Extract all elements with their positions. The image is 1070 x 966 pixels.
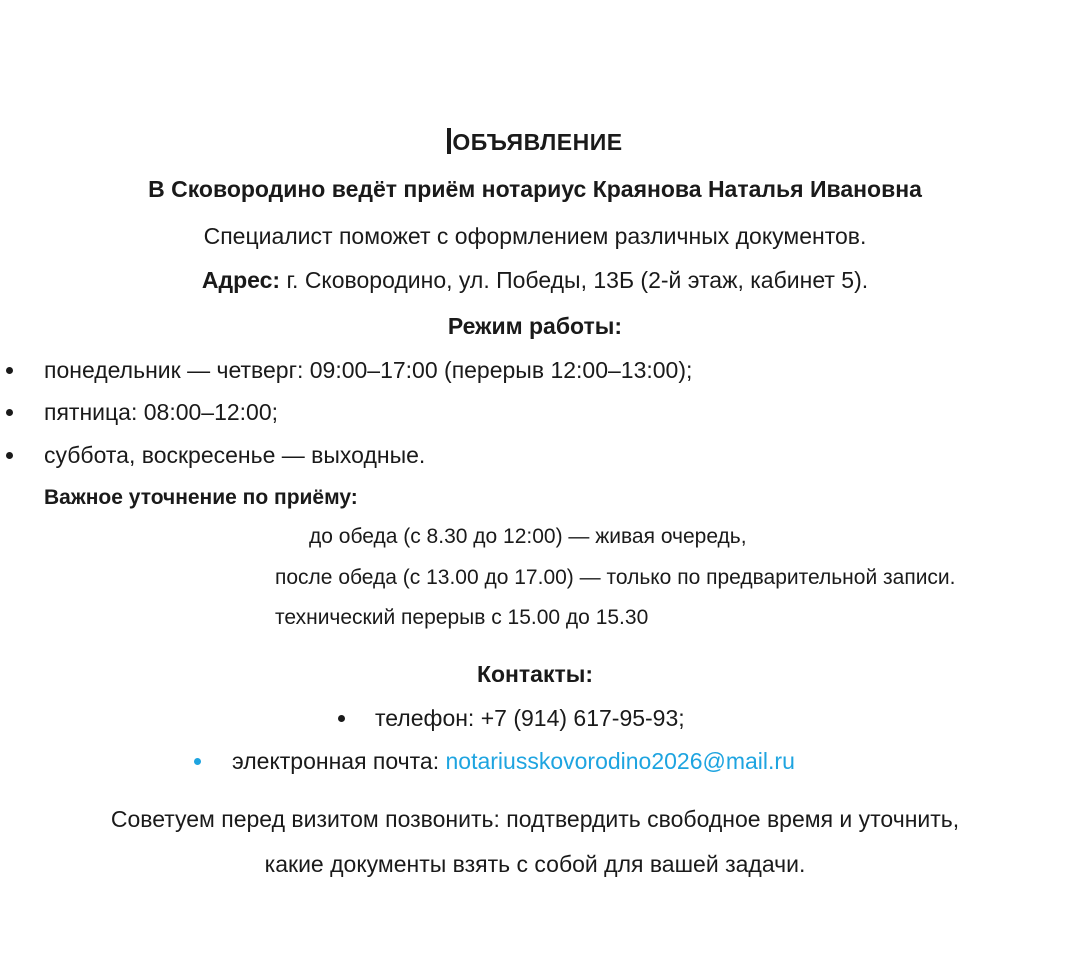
advice-line: Советуем перед визитом позвонить: подтвердить свободное время и уточнить, [110,806,960,832]
clarification-line: до обеда (с 8.30 до 12:00) — живая очередь, [309,525,747,548]
email-link[interactable]: notariusskovorodino2026@mail.ru [445,748,795,774]
contact-phone: телефон: +7 (914) 617-95-93; [375,705,685,731]
email-label: электронная почта: [232,748,446,774]
clarification-line: после обеда (с 13.00 до 17.00) — только по предварительной записи. [275,566,956,589]
contact-email-line [232,747,795,775]
announcement-subtitle: В Сковородино ведёт приём нотариус Краянова Наталья Ивановна [148,176,922,202]
address-label: Адрес: [201,267,281,293]
advice-line: какие документы взять с собой для вашей задачи. [264,851,806,877]
schedule-heading: Режим работы: [447,313,623,339]
bullet-icon [6,452,13,459]
text-cursor [447,128,451,154]
bullet-icon [6,409,13,416]
clarification-heading: Важное уточнение по приёму: [44,486,358,509]
schedule-item: пятница: 08:00–12:00; [44,399,279,425]
bullet-icon [338,715,345,722]
schedule-item: понедельник — четверг: 09:00–17:00 (перерыв 12:00–13:00); [44,357,693,383]
announcement-title [0,128,1070,156]
bullet-icon [6,367,13,374]
address-line [0,266,1070,294]
title-text: ОБЪЯВЛЕНИЕ [452,129,623,155]
bullet-icon [194,758,201,765]
schedule-item: суббота, воскресенье — выходные. [44,442,426,468]
address-value: г. Сковородино, ул. Победы, 13Б (2-й этаж, кабинет 5). [280,267,869,293]
contacts-heading: Контакты: [476,661,594,687]
clarification-line: технический перерыв с 15.00 до 15.30 [275,606,649,629]
intro-text: Специалист поможет с оформлением различных документов. [203,223,867,249]
